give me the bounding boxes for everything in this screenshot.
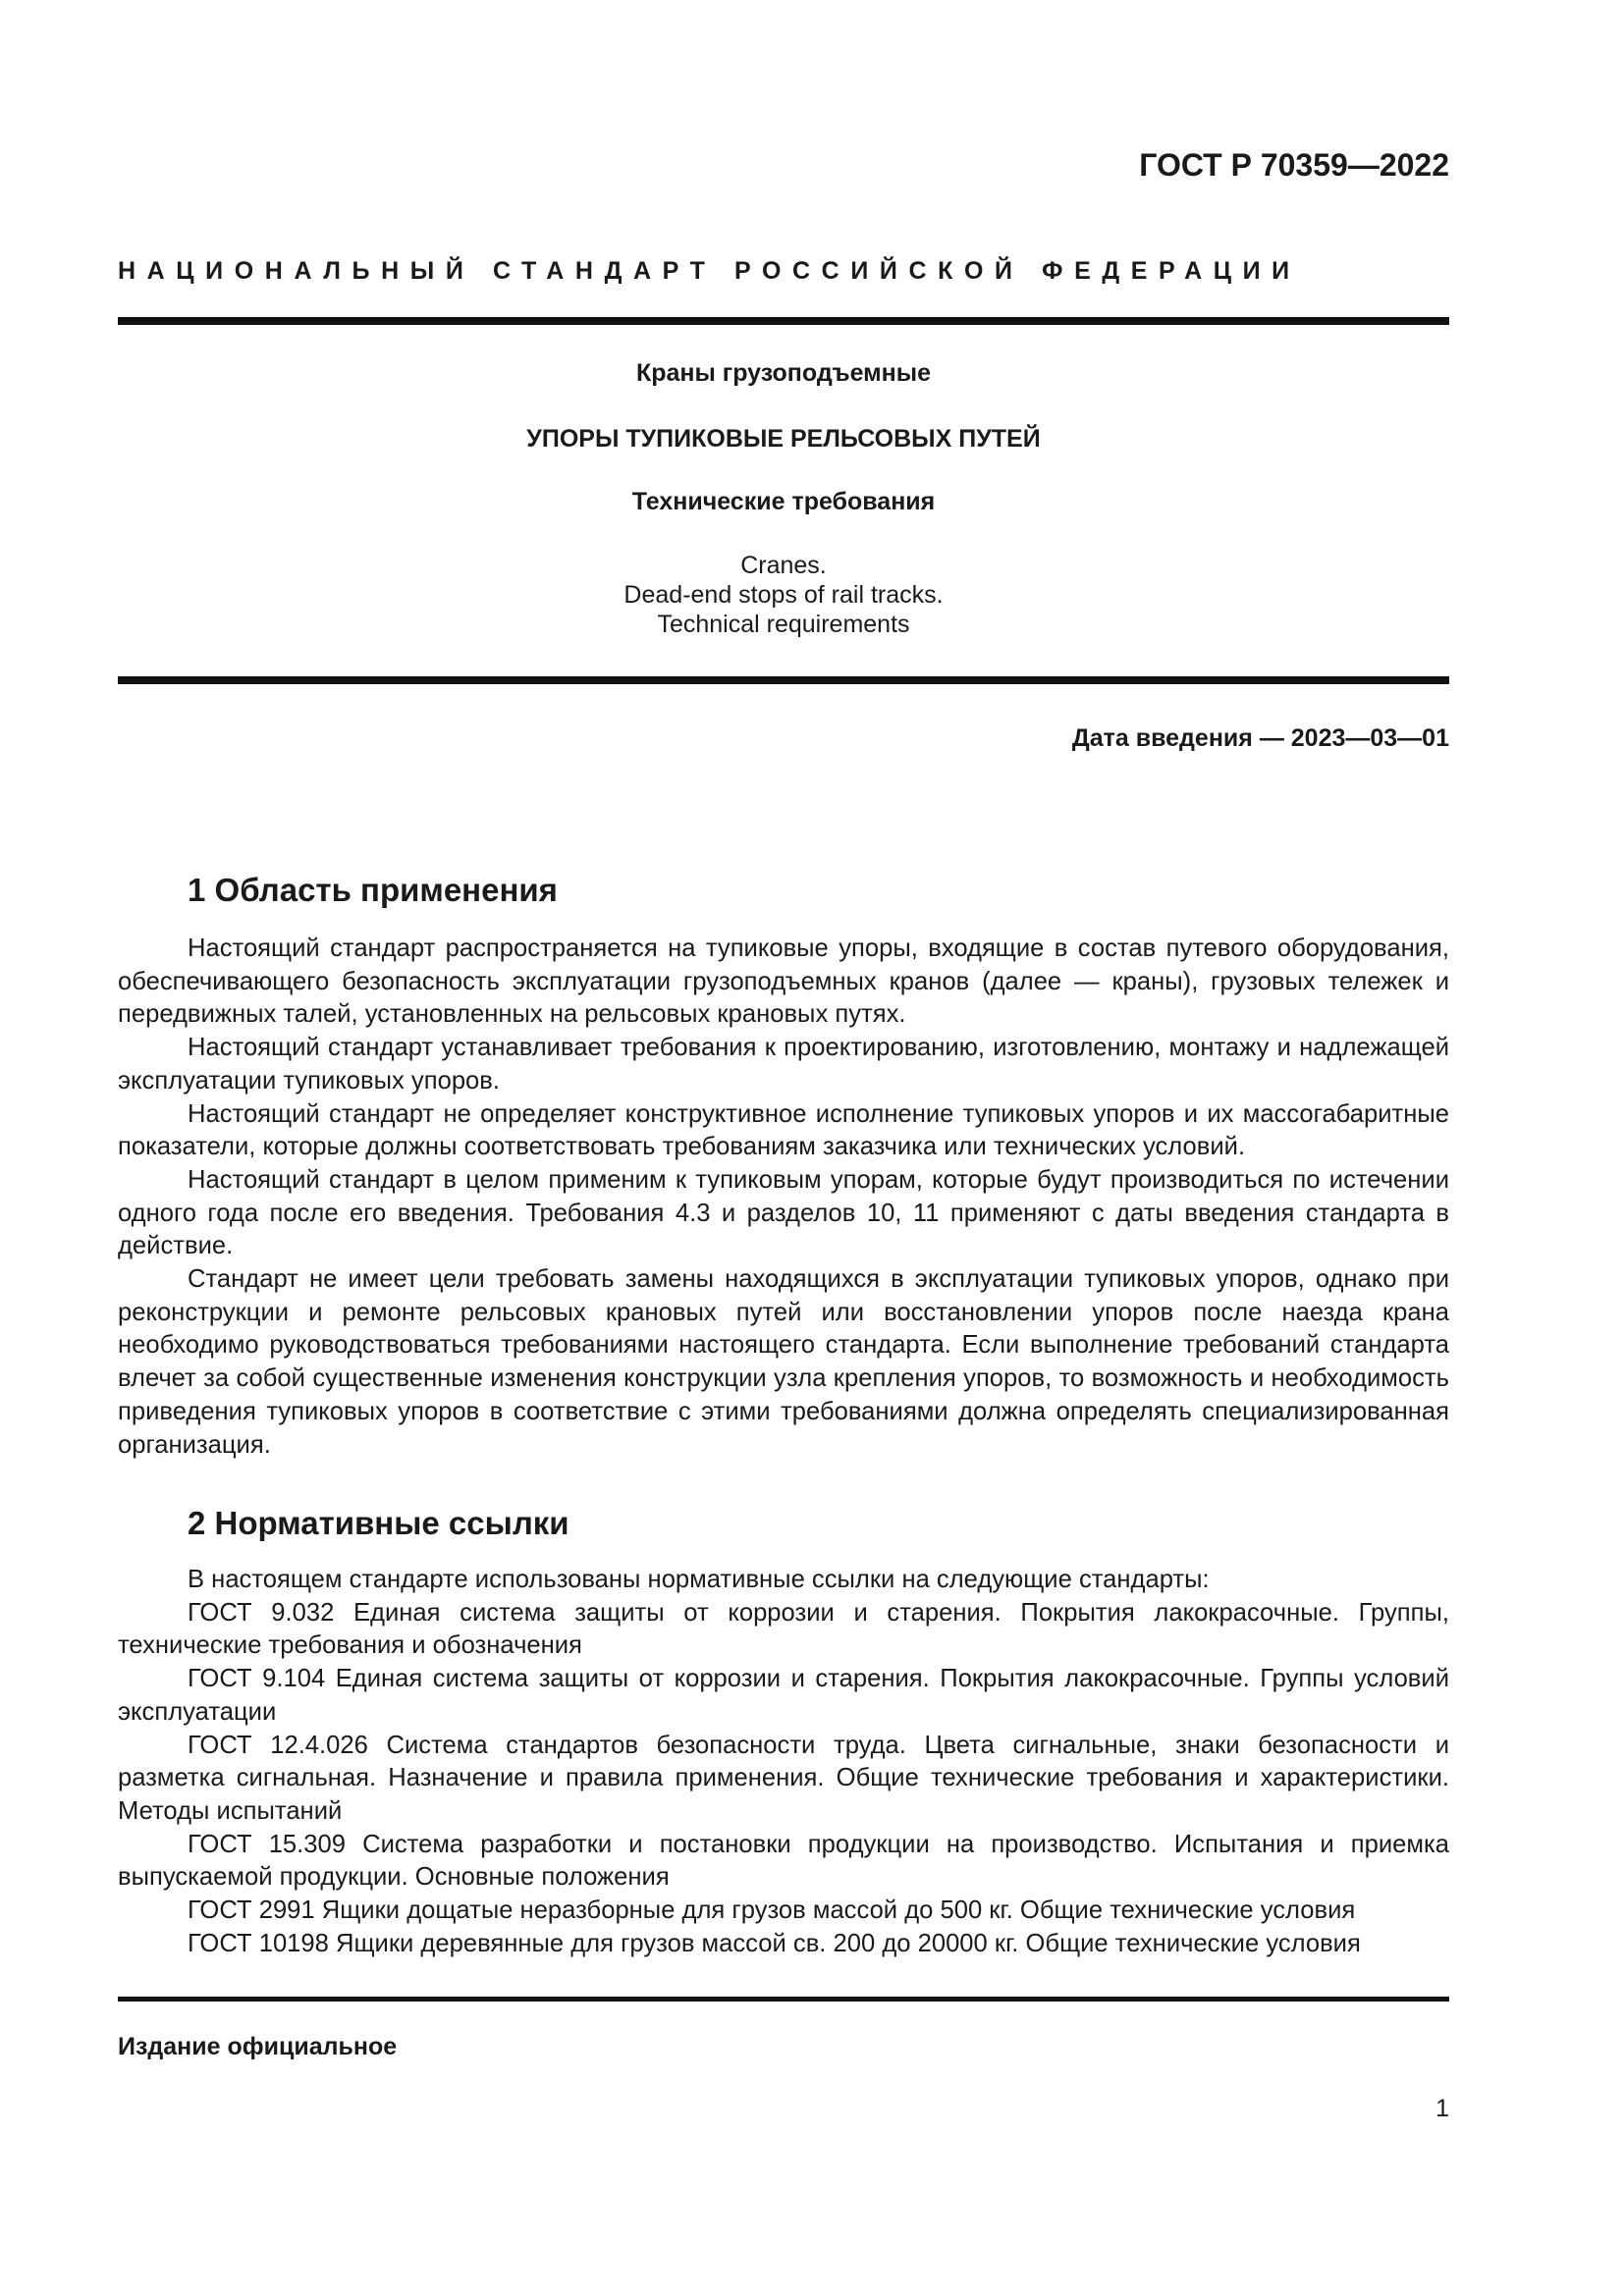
section-2-body xyxy=(118,1564,1449,1960)
normative-reference: ГОСТ 15.309 Система разработки и постановки продукции на производство. Испытания и приемка выпускаемой продукции. Основные положения xyxy=(118,1830,1449,1892)
section-2-paragraph: В настоящем стандарте использованы нормативные ссылки на следующие стандарты: xyxy=(188,1566,1210,1593)
section-1-paragraph: Настоящий стандарт в целом применим к тупиковым упорам, которые будут производиться по истечении одного года после его введения. Требования 4.3 и разделов 10, 11 применяют с даты введения стандарта в действие. xyxy=(118,1165,1449,1260)
normative-reference: ГОСТ 12.4.026 Система стандартов безопасности труда. Цвета сигнальные, знаки безопасности и разметка сигнальная. Назначение и правила применения. Общие технические требования и характеристики. Методы испытаний xyxy=(118,1731,1449,1825)
english-title-line-2: Dead-end stops of rail tracks. xyxy=(623,581,944,609)
section-1-paragraph: Настоящий стандарт устанавливает требования к проектированию, изготовлению, монтажу и надлежащей эксплуатации тупиковых упоров. xyxy=(118,1034,1449,1095)
normative-reference: ГОСТ 9.104 Единая система защиты от коррозии и старения. Покрытия лакокрасочные. Группы условий эксплуатации xyxy=(118,1665,1449,1726)
section-1-body xyxy=(118,933,1449,1462)
section-2-heading: 2 Нормативные ссылки xyxy=(188,1505,569,1541)
title-group: Краны грузоподъемные xyxy=(635,359,932,387)
footer-divider xyxy=(118,1997,1449,2002)
english-title-line-1: Cranes. xyxy=(740,552,827,579)
official-edition-label: Издание официальное xyxy=(118,2033,398,2060)
section-1-paragraph: Настоящий стандарт не определяет конструктивное исполнение тупиковых упоров и их массогабаритные показатели, которые должны соответствовать требованиям заказчика или технических условий. xyxy=(118,1099,1449,1161)
section-1-heading: 1 Область применения xyxy=(188,872,558,908)
header-divider xyxy=(118,317,1449,325)
title-main: УПОРЫ ТУПИКОВЫЕ РЕЛЬСОВЫХ ПУТЕЙ xyxy=(526,425,1041,453)
page-number: 1 xyxy=(1435,2095,1449,2122)
introduction-date: Дата введения — 2023—03—01 xyxy=(1071,724,1449,752)
normative-reference: ГОСТ 2991 Ящики дощатые неразборные для грузов массой до 500 кг. Общие технические условия xyxy=(188,1896,1356,1925)
english-title-line-3: Technical requirements xyxy=(657,611,910,638)
section-1-paragraph: Настоящий стандарт распространяется на тупиковые упоры, входящие в состав путевого оборудования, обеспечивающего безопасность эксплуатации грузоподъемных кранов (далее — краны), грузовых тележек и передвижных талей, установленных на рельсовых крановых путях. xyxy=(118,934,1449,1029)
document-number: ГОСТ Р 70359—2022 xyxy=(1139,147,1449,183)
section-1-paragraph: Стандарт не имеет цели требовать замены находящихся в эксплуатации тупиковых упоров, однако при реконструкции и ремонте рельсовых крановых путей или восстановлении упоров после наезда крана необходимо руководствоваться требованиями настоящего стандарта. Если выполнение требований стандарта влечет за собой существенные изменения конструкции узла крепления упоров, то возможность и необходимость приведения тупиковых упоров в соответствие с этими требованиями должна определять специализированная организация. xyxy=(118,1265,1449,1459)
title-subtitle: Технические требования xyxy=(631,488,936,515)
national-standard-banner: НАЦИОНАЛЬНЫЙ СТАНДАРТ РОССИЙСКОЙ ФЕДЕРАЦИИ xyxy=(118,257,1301,285)
normative-reference: ГОСТ 10198 Ящики деревянные для грузов массой св. 200 до 20000 кг. Общие технические условия xyxy=(188,1929,1361,1957)
normative-reference: ГОСТ 9.032 Единая система защиты от коррозии и старения. Покрытия лакокрасочные. Группы, технические требования и обозначения xyxy=(118,1598,1449,1660)
title-divider xyxy=(118,676,1449,684)
